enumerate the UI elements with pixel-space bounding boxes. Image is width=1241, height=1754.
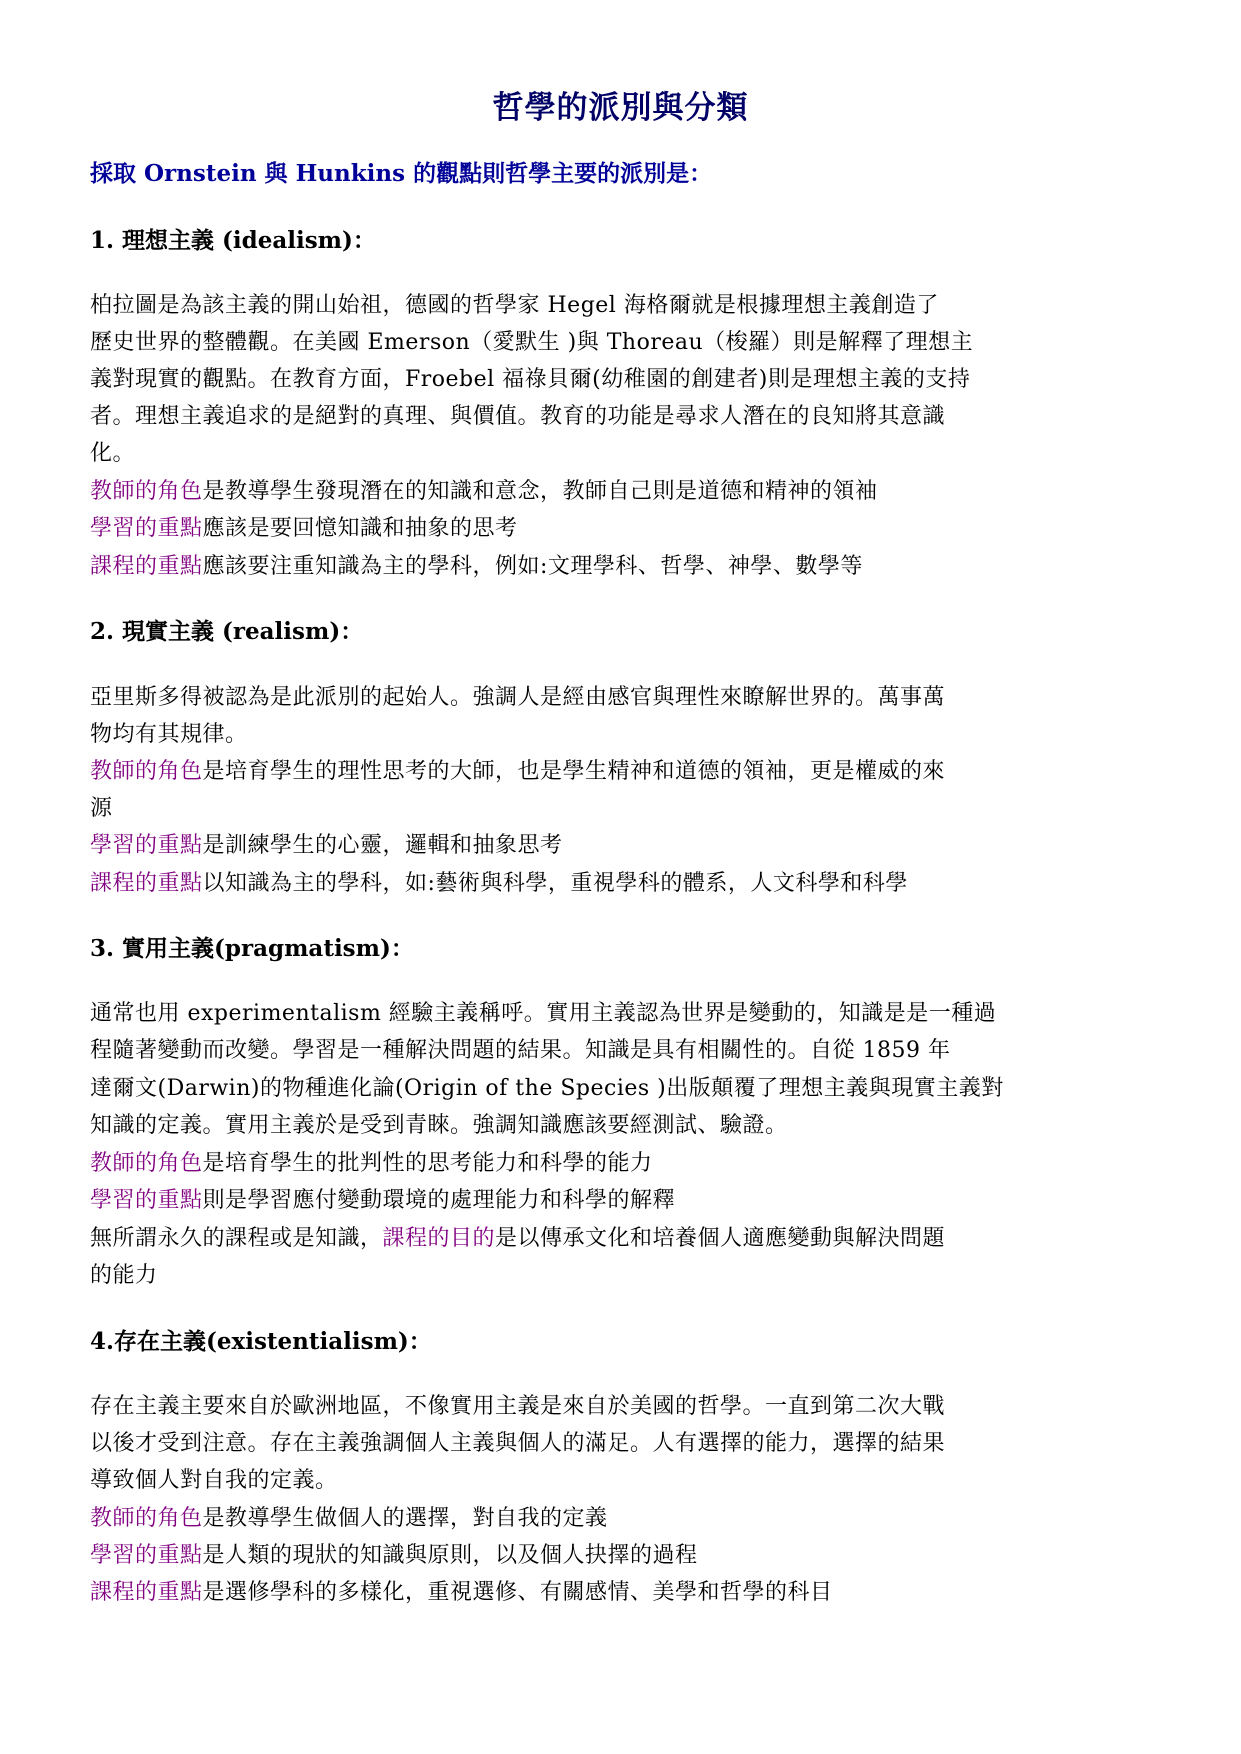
curriculum-focus-label: 課程的重點 xyxy=(90,1580,203,1605)
teacher-role-text: 是培育學生的理性思考的大師，也是學生精神和道德的領袖，更是權威的來 xyxy=(202,759,946,784)
existentialism-teacher-role xyxy=(90,1501,608,1532)
curriculum-goal-label: 課程的目的 xyxy=(382,1226,496,1251)
learning-focus-label: 學習的重點 xyxy=(90,1188,203,1213)
pragmatism-para-line: 程隨著變動而改變。學習是一種解決問題的結果。知識是具有相關性的。自從 1859 年 xyxy=(90,1038,951,1063)
existentialism-para-line: 以後才受到注意。存在主義強調個人主義與個人的滿足。人有選擇的能力，選擇的結果 xyxy=(90,1431,946,1456)
curriculum-goal-prefix: 無所謂永久的課程或是知識， xyxy=(90,1226,383,1251)
realism-curriculum-focus xyxy=(90,866,908,897)
learning-focus-label: 學習的重點 xyxy=(90,833,203,858)
idealism-para-line: 化。 xyxy=(90,441,136,466)
idealism-para-line: 歷史世界的整體觀。在美國 Emerson（愛默生 )與 Thoreau（梭羅）則是解釋了理想主 xyxy=(90,330,974,355)
learning-focus-text: 應該是要回憶知識和抽象的思考 xyxy=(202,516,518,541)
existentialism-learning-focus xyxy=(90,1538,698,1569)
pragmatism-curriculum-goal-cont: 的能力 xyxy=(90,1263,158,1288)
pragmatism-heading: 3. 實用主義(pragmatism)： xyxy=(90,935,414,962)
idealism-teacher-role xyxy=(90,474,878,505)
realism-heading: 2. 現實主義 (realism)： xyxy=(90,618,364,645)
learning-focus-label: 學習的重點 xyxy=(90,516,203,541)
learning-focus-text: 則是學習應付變動環境的處理能力和科學的解釋 xyxy=(202,1188,676,1213)
idealism-para-line: 者。理想主義追求的是絕對的真理、與價值。教育的功能是尋求人潛在的良知將其意識 xyxy=(90,404,946,429)
curriculum-goal-text: 是以傳承文化和培養個人適應變動與解決問題 xyxy=(495,1226,946,1251)
pragmatism-para-line: 達爾文(Darwin)的物種進化論(Origin of the Species )出版顛覆了理想主義與現實主義對 xyxy=(90,1076,1004,1101)
existentialism-para-line: 存在主義主要來自於歐洲地區，不像實用主義是來自於美國的哲學。一直到第二次大戰 xyxy=(90,1394,946,1419)
realism-para-line: 亞里斯多得被認為是此派別的起始人。強調人是經由感官與理性來瞭解世界的。萬事萬 xyxy=(90,685,946,710)
teacher-role-label: 教師的角色 xyxy=(90,1506,203,1531)
idealism-para-line: 柏拉圖是為該主義的開山始祖，德國的哲學家 Hegel 海格爾就是根據理想主義創造了 xyxy=(90,293,939,318)
idealism-heading: 1. 理想主義 (idealism)： xyxy=(90,227,376,254)
teacher-role-text: 是教導學生發現潛在的知識和意念，教師自己則是道德和精神的領袖 xyxy=(202,479,878,504)
learning-focus-text: 是訓練學生的心靈，邏輯和抽象思考 xyxy=(202,833,563,858)
curriculum-focus-label: 課程的重點 xyxy=(90,554,203,579)
existentialism-curriculum-focus xyxy=(90,1575,833,1606)
curriculum-focus-text: 以知識為主的學科，如:藝術與科學，重視學科的體系，人文科學和科學 xyxy=(202,871,908,896)
pragmatism-para-line: 知識的定義。實用主義於是受到青睞。強調知識應該要經測試、驗證。 xyxy=(90,1113,788,1138)
realism-learning-focus xyxy=(90,828,563,859)
existentialism-para-line: 導致個人對自我的定義。 xyxy=(90,1468,338,1493)
teacher-role-label: 教師的角色 xyxy=(90,759,203,784)
teacher-role-label: 教師的角色 xyxy=(90,1151,203,1176)
teacher-role-text: 是培育學生的批判性的思考能力和科學的能力 xyxy=(202,1151,653,1176)
realism-teacher-role xyxy=(90,754,945,785)
realism-teacher-role-cont: 源 xyxy=(90,796,113,821)
pragmatism-teacher-role xyxy=(90,1146,653,1177)
learning-focus-label: 學習的重點 xyxy=(90,1543,203,1568)
pragmatism-learning-focus xyxy=(90,1183,675,1214)
existentialism-heading: 4.存在主義(existentialism)： xyxy=(90,1328,432,1355)
idealism-learning-focus xyxy=(90,511,518,542)
teacher-role-text: 是教導學生做個人的選擇，對自我的定義 xyxy=(202,1506,608,1531)
teacher-role-label: 教師的角色 xyxy=(90,479,203,504)
learning-focus-text: 是人類的現狀的知識與原則，以及個人抉擇的過程 xyxy=(202,1543,698,1568)
pragmatism-curriculum-goal xyxy=(90,1221,945,1252)
realism-para-line: 物均有其規律。 xyxy=(90,722,248,747)
page-subtitle: 採取 Ornstein 與 Hunkins 的觀點則哲學主要的派別是： xyxy=(90,160,713,187)
idealism-curriculum-focus xyxy=(90,549,863,580)
idealism-para-line: 義對現實的觀點。在教育方面，Froebel 福祿貝爾(幼稚園的創建者)則是理想主義的支持 xyxy=(90,367,971,392)
curriculum-focus-text: 應該要注重知識為主的學科，例如:文理學科、哲學、神學、數學等 xyxy=(202,554,863,579)
curriculum-focus-label: 課程的重點 xyxy=(90,871,203,896)
curriculum-focus-text: 是選修學科的多樣化，重視選修、有關感情、美學和哲學的科目 xyxy=(202,1580,833,1605)
pragmatism-para-line: 通常也用 experimentalism 經驗主義稱呼。實用主義認為世界是變動的，知識是是一種過 xyxy=(90,1001,997,1026)
page-title: 哲學的派別與分類 xyxy=(492,90,749,126)
